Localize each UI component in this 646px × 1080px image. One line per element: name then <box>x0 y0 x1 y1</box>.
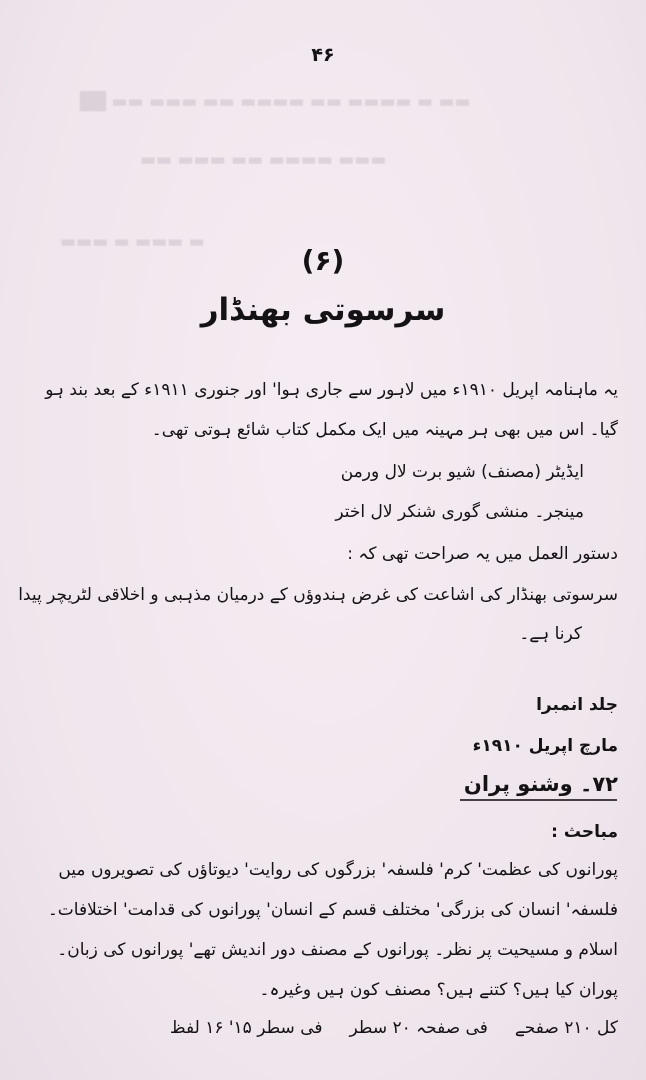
topics-line-2: فلسفہ' انسان کی بزرگی' مختلف قسم کے انسان' پورانوں کی قدامت' اختلافات۔ <box>47 900 618 920</box>
chapter-title: سرسوتی بھنڈار <box>200 292 446 328</box>
show-through-text: ██ ▬▬ ▬▬▬ ▬▬ ▬▬▬▬ ▬▬ ▬▬▬▬ ▬ ▬▬ <box>80 92 471 112</box>
manager-line: مینجر۔ منشی گوری شنکر لال اختر <box>335 502 584 522</box>
issue-date: مارچ اپریل ۱۹۱۰ء <box>472 736 618 756</box>
intro-line-2: گیا۔ اس میں بھی ہر مہینہ میں ایک مکمل کتاب شائع ہوتی تھی۔ <box>151 420 618 440</box>
volume-number: جلد انمبرا <box>536 695 618 715</box>
intro-line-1: یہ ماہنامہ اپریل ۱۹۱۰ء میں لاہور سے جاری ہوا' اور جنوری ۱۹۱۱ء کے بعد بند ہو <box>45 380 618 400</box>
heading-underline <box>460 799 617 801</box>
topics-line-1: پورانوں کی عظمت' کرم' فلسفہ' بزرگوں کی روایت' دیوتاؤں کی تصویروں میں <box>58 860 618 880</box>
show-through-text: ▬▬ ▬▬▬ ▬▬ ▬▬▬▬ ▬▬▬ <box>140 150 387 170</box>
topics-line-3: اسلام و مسیحیت پر نظر۔ پورانوں کے مصنف دور اندیش تھے' پورانوں کی زبان۔ <box>57 940 618 960</box>
purpose-line-2: کرنا ہے۔ <box>519 624 582 644</box>
constitution-line: دستور العمل میں یہ صراحت تھی کہ : <box>347 544 618 564</box>
chapter-number: (۶) <box>301 244 345 277</box>
topics-line-4: پوران کیا ہیں؟ کتنے ہیں؟ مصنف کون ہیں وغیرہ۔ <box>259 980 618 1000</box>
purpose-line-1: سرسوتی بھنڈار کی اشاعت کی غرض ہندوؤں کے درمیان مذہبی و اخلاقی لٹریچر پیدا <box>18 585 618 605</box>
entry-heading: ۷۲۔ وشنو پران <box>463 772 618 796</box>
page-number: ۴۶ <box>311 44 335 66</box>
show-through-text: ▬▬▬ ▬ ▬▬▬ ▬ <box>60 232 205 252</box>
topics-label: مباحث : <box>551 822 618 842</box>
page-stats: کل ۲۱۰ صفحے فی صفحہ ۲۰ سطر فی سطر ۱۵' ۱۶ لفظ <box>169 1018 618 1038</box>
editor-line: ایڈیٹر (مصنف) شیو برت لال ورمن <box>340 462 584 482</box>
